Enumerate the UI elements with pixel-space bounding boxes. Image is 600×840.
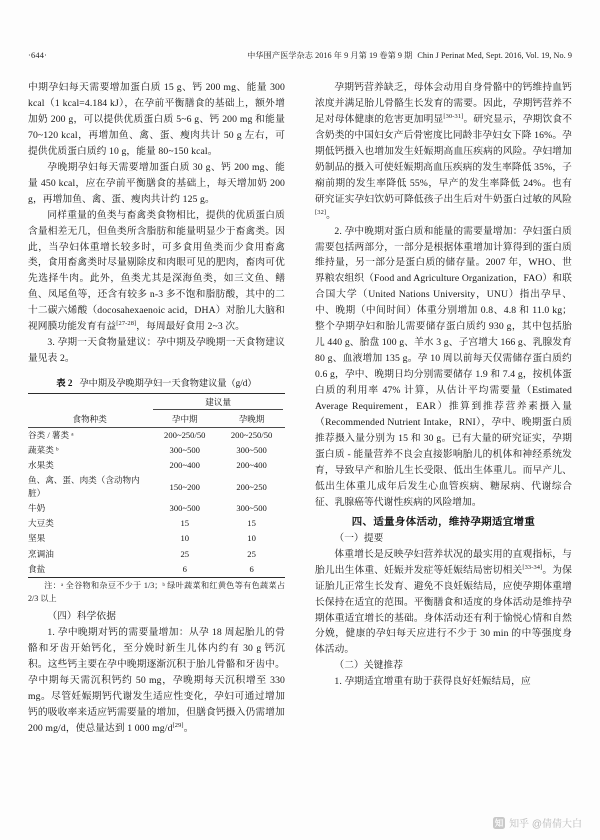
paragraph-daily-food-amount: 3. 孕期一天食物量建议：孕中期及孕晚期一天食物建议量见表 2。 [28, 337, 285, 365]
table-cell-mid: 200~400 [169, 460, 200, 471]
paragraph-calcium-requirement-a: 1. 孕中晚期对钙的需要量增加：从孕 18 周起胎儿的骨骼和牙齿开始钙化，至分娩时新生儿体内约有 30 g 钙沉积。这些钙主要在孕中晚期逐渐沉积于胎儿骨骼和牙齿中。孕中期每天需沉积钙约 50 mg，孕晚期每天沉积增至 330 mg。尽管妊娠期钙代谢发生适应性变化，孕妇可通过增加钙的吸收率来适应钙需要量的增加，但膳食钙摄入仍需增加 200 mg/d，使总量达到 1 000 mg/d [28, 627, 285, 734]
table-cell-food: 鱼、禽、蛋、肉类（含动物内脏） [28, 475, 140, 498]
subsection-key-recommendations: （二）关键推荐 [334, 660, 404, 672]
table-cell-late: 200~400 [236, 460, 267, 471]
table-cell-mid: 6 [182, 563, 187, 574]
table-cell-food: 谷类 / 薯类 ᵃ [28, 429, 74, 440]
table-row [28, 458, 285, 473]
table-cell-food: 坚果 [28, 533, 46, 544]
table-2-group-rule [153, 409, 283, 410]
table-cell-food: 蔬菜类 ᵇ [28, 445, 59, 456]
journal-title-en: Chin J Perinat Med, Sept. 2016, Vol. 19, No. 9 [417, 51, 572, 60]
table-cell-late: 6 [249, 563, 254, 574]
table-cell-food: 水果类 [28, 460, 54, 471]
journal-title-cn: 中华围产医学杂志 2016 年 9 月第 19 卷第 9 期 [247, 51, 413, 60]
table-cell-mid: 15 [180, 518, 190, 529]
paragraph-fish-vs-meat [28, 208, 285, 336]
table-cell-late: 300~500 [236, 445, 267, 456]
table-2-title: 孕中期及孕晚期孕妇一天食物建议量（g/d） [79, 378, 257, 389]
table-2-footnote: 注：ᵃ 全谷物和杂豆不少于 1/3；ᵇ 绿叶蔬菜和红黄色等有色蔬菜占 2/3 以上 [28, 581, 285, 603]
paragraph-fish-vs-meat-a: 同样重量的鱼类与畜禽类食物相比，提供的优质蛋白质含量相差无几，但鱼类所含脂肪和能量明显少于畜禽类。因此，当孕妇体重增长较多时，可多食用鱼类而少食用畜禽类，食用畜禽类时尽量剔除皮和肉眼可见的肥肉，畜肉可优先选择牛肉。此外，鱼类尤其是深海鱼类，如三文鱼、鳝鱼、凤尾鱼等，还含有较多 n-3 多不饱和脂肪酸，其中的二十二碳六烯酸（docosahexaenoic acid，DHA）对胎儿大脑和视网膜功能发育有益 [28, 209, 285, 333]
table-cell-mid: 300~500 [169, 445, 200, 456]
table-cell-late: 15 [247, 518, 256, 529]
table-2-label: 表 2 [56, 378, 73, 389]
table-row [28, 473, 285, 501]
table-cell-mid: 200~250/50 [164, 429, 206, 440]
table-cell-late: 25 [247, 548, 256, 559]
table-2-head [28, 394, 285, 427]
paragraph-recommendation-1: 1. 孕期适宜增重有助于获得良好妊娠结局，应 [334, 676, 531, 688]
table-cell-food: 牛奶 [28, 503, 46, 514]
paragraph-protein-energy: 2. 孕中晚期对蛋白质和能量的需要量增加：孕妇蛋白质需要包括两部分，一部分是根据体重增加计算得到的蛋白质维持量，另一部分是蛋白质的储存量。2007 年，WHO、世界粮农组织（Food and Agriculture Organization，FAO）和联合国大学（United Nations University，UNU）指出孕早、中、晚期（中间时间）体重分别增加 0.8、4.8 和 11.0 kg；整个孕期孕妇和胎儿需要储存蛋白质约 930 g，其中包括胎儿 440 g、胎盘 100 g、羊水 3 g、子宫增大 166 g、乳腺发育 80 g、血液增加 135 g。孕 10 周以前每天仅需储存蛋白质约 0.6 g，孕中、晚期日均分别需要储存 1.9 和 7.4 g，按机体蛋白质的利用率 47% 计算，从估计平均需要量（Estimated Average Requirement，EAR）推算到推荐营养素摄入量（Recommended Nutrient Intake，RNI），孕中、晚期蛋白质推荐摄入量分别为 15 和 30 g。已有大量的研究证实，孕期蛋白质 - 能量营养不良会直接影响胎儿的机体和神经系统发育，导致早产和胎儿生长受限、低出生体重儿。而早产儿、低出生体重儿成年后发生心血管疾病、糖尿病、代谢综合征、乳腺癌等代谢性疾病的风险增加。 [315, 225, 572, 508]
table-row [28, 427, 285, 443]
table-cell-mid: 150~200 [169, 481, 200, 492]
reference-30-31: [30-31] [443, 112, 464, 120]
reference-33-34: [33-34] [522, 563, 543, 571]
watermark-text: 知乎 @倩倩大白 [509, 819, 582, 830]
table-cell-mid: 25 [180, 548, 190, 559]
table-2-caption [28, 376, 285, 390]
paragraph-fish-vs-meat-b: ，每周最好食用 2~3 次。 [136, 321, 245, 333]
zhihu-logo-icon: 知 [494, 817, 504, 828]
table-row [28, 561, 285, 577]
table-cell-late: 300~500 [236, 503, 267, 514]
reference-29: [29] [172, 721, 184, 729]
table-cell-food: 烹调油 [28, 548, 54, 559]
paragraph-mid-pregnancy-needs: 中期孕妇每天需要增加蛋白质 15 g、钙 200 mg、能量 300 kcal（1 kcal=4.184 kJ），在孕前平衡膳食的基础上，额外增加奶 200 g，可以提供优质蛋白质 5~6 g、钙 200 mg 和能量 70~120 kcal，再增加鱼、禽、蛋、瘦肉共计 50 g 左右，可提供优质蛋白质约 10 g，能量 80~150 kcal。 [28, 82, 285, 157]
paragraph-calcium-requirement-b: 。 [183, 722, 194, 734]
table-row [28, 516, 285, 531]
paragraph-weight-gain [315, 547, 572, 659]
table-cell-food: 大豆类 [28, 518, 54, 529]
table-2-col-group-label: 建议量 [205, 396, 232, 407]
paragraph-calcium-deficiency-c: 。 [326, 209, 336, 221]
table-cell-late: 200~250 [236, 481, 267, 492]
table-2-col-mid-term: 孕中期 [171, 413, 198, 424]
table-row [28, 531, 285, 546]
subsection-summary: （一）提要 [334, 532, 384, 544]
paragraph-weight-gain-b: 。为保证胎儿正常生长发育、避免不良妊娠结局，应使孕期体重增长保持在适宜的范围。平衡膳食和适度的身体活动是维持孕期体重适宜增长的基础。身体活动还有利于愉悦心情和自然分娩，健康的孕妇每天应进行不少于 30 min 的中等强度身体活动。 [315, 564, 572, 656]
paragraph-calcium-requirement [28, 625, 285, 737]
subsection-scientific-basis: （四）科学依据 [47, 611, 117, 623]
table-2-food-recommendations [28, 393, 285, 577]
running-head [28, 50, 572, 62]
table-row [28, 546, 285, 561]
table-row [28, 443, 285, 458]
table-row [28, 501, 285, 516]
paragraph-calcium-deficiency [315, 80, 572, 224]
paragraph-weight-gain-a: 体重增长是反映孕妇营养状况的最实用的直观指标，与胎儿出生体重、妊娠并发症等妊娠结局密切相关 [315, 548, 572, 576]
right-column [315, 80, 572, 792]
table-2-col-late-term: 孕晚期 [238, 413, 265, 424]
section-heading-physical-activity: 四、适量身体活动，维持孕期适宜增重 [351, 516, 536, 528]
table-cell-mid: 300~500 [169, 503, 200, 514]
page-folio: ·644· [28, 51, 48, 60]
table-cell-mid: 10 [180, 533, 190, 544]
table-2-col-group [151, 394, 285, 412]
table-2-wrapper [28, 376, 285, 605]
reference-32: [32] [315, 208, 327, 216]
table-2-body [28, 427, 285, 577]
table-cell-food: 食盐 [28, 563, 46, 574]
table-2-header-row-1 [28, 394, 285, 412]
column-container [28, 80, 572, 792]
watermark-brand [493, 815, 582, 830]
journal-citation [247, 50, 572, 62]
paragraph-calcium-deficiency-a: 孕期钙营养缺乏，母体会动用自身骨骼中的钙维持血钙浓度并满足胎儿骨骼生长发育的需要。因此，孕期钙营养不足对母体健康的危害更加明显 [315, 82, 572, 125]
left-column [28, 80, 285, 792]
table-cell-late: 200~250/50 [230, 429, 273, 440]
table-cell-late: 10 [247, 533, 256, 544]
paragraph-calcium-deficiency-b: 。研究显示，孕期饮食不含奶类的中国妇女产后骨密度比同龄非孕妇女下降 16%。孕期低钙摄入也增加发生妊娠期高血压疾病的风险。孕妇增加奶制品的摄入可使妊娠期高血压疾病的发生率降低 35%，子痫前期的发生率降低 55%，早产的发生率降低 24%。也有研究证实孕妇饮奶可降低孩子出生后对牛奶蛋白过敏的风险 [315, 113, 572, 205]
table-2-col-food-type: 食物种类 [72, 413, 107, 424]
paragraph-late-pregnancy-needs: 孕晚期孕妇每天需要增加蛋白质 30 g、钙 200 mg、能量 450 kcal，应在孕前平衡膳食的基础上，每天增加奶 200 g，再增加鱼、禽、蛋、瘦肉共计约 125 g。 [28, 161, 285, 205]
reference-27-28: [27-28] [116, 320, 137, 328]
